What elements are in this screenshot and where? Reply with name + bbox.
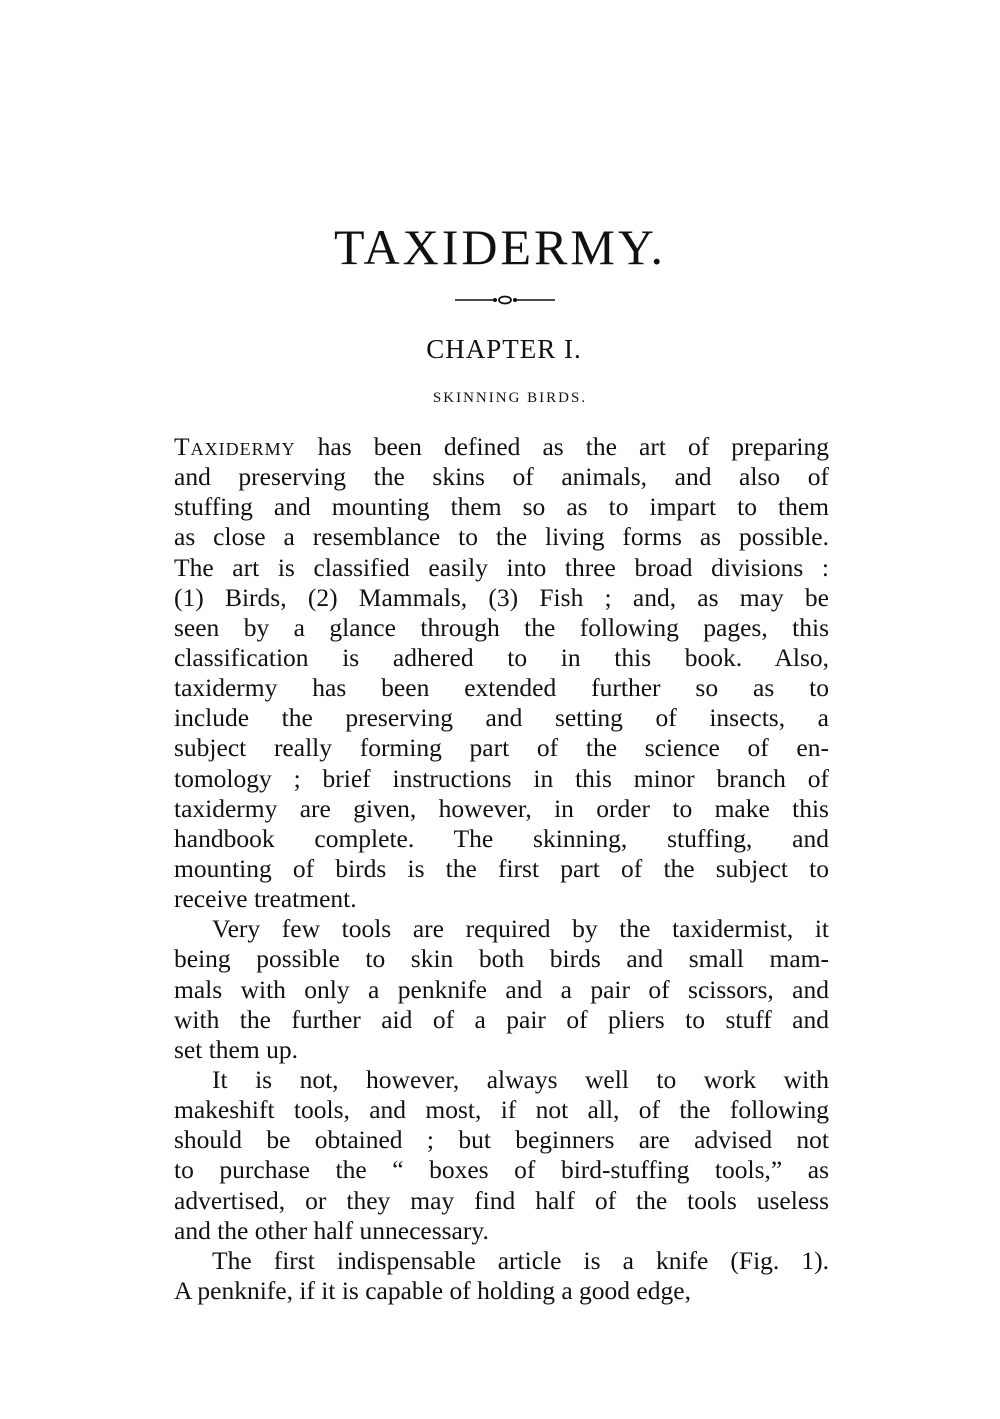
text-line: to purchase the “ boxes of bird-stuffing tools,” as: [174, 1155, 829, 1185]
text-line: include the preserving and setting of insects, a: [174, 703, 829, 733]
text-line: with the further aid of a pair of pliers to stuff and: [174, 1004, 829, 1034]
text-line: advertised, or they may find half of the tools useless: [174, 1185, 829, 1215]
ornament-divider-icon: [455, 294, 555, 306]
text-line: being possible to skin both birds and small mam-: [174, 944, 829, 974]
text-line: A penknife, if it is capable of holding a good edge,: [174, 1275, 691, 1305]
text-line: tomology ; brief instructions in this minor branch of: [174, 763, 829, 793]
text-line: as close a resemblance to the living forms as possible.: [174, 522, 829, 552]
text-line: Taxidermy has been defined as the art of preparing: [174, 432, 829, 461]
chapter-heading: CHAPTER I.: [426, 334, 582, 364]
page-title: TAXIDERMY.: [333, 219, 667, 275]
text-line: classification is adhered to in this book. Also,: [174, 642, 829, 672]
body-text: [174, 432, 829, 1306]
text-line: The first indispensable article is a knife (Fig. 1).: [212, 1245, 829, 1275]
text-line: seen by a glance through the following pages, this: [174, 612, 829, 642]
text-line: It is not, however, always well to work with: [212, 1064, 829, 1094]
text-line: handbook complete. The skinning, stuffing, and: [174, 823, 829, 853]
text-line: taxidermy has been extended further so as to: [174, 673, 829, 703]
small-caps-first-word: Taxidermy: [174, 432, 296, 461]
text-line: makeshift tools, and most, if not all, of the following: [174, 1095, 829, 1125]
text-line: Very few tools are required by the taxidermist, it: [212, 914, 829, 944]
text-line: subject really forming part of the science of en-: [174, 733, 829, 763]
section-heading: SKINNING BIRDS.: [432, 390, 588, 406]
text-line: (1) Birds, (2) Mammals, (3) Fish ; and, as may be: [174, 582, 829, 612]
paragraph: [174, 914, 829, 1065]
text-line: and preserving the skins of animals, and also of: [174, 462, 829, 492]
text-line: taxidermy are given, however, in order to make this: [174, 793, 829, 823]
text-line: The art is classified easily into three broad divisions :: [174, 552, 829, 582]
paragraph: [174, 1246, 829, 1306]
text-line: set them up.: [174, 1034, 298, 1064]
paragraph: [174, 1065, 829, 1246]
text-line: receive treatment.: [174, 884, 357, 914]
text-line: and the other half unnecessary.: [174, 1215, 489, 1245]
paragraph: [174, 432, 829, 914]
text-line: stuffing and mounting them so as to impart to them: [174, 492, 829, 522]
text-line: should be obtained ; but beginners are advised not: [174, 1125, 829, 1155]
text-line: mounting of birds is the first part of the subject to: [174, 853, 829, 883]
text-line: mals with only a penknife and a pair of scissors, and: [174, 974, 829, 1004]
